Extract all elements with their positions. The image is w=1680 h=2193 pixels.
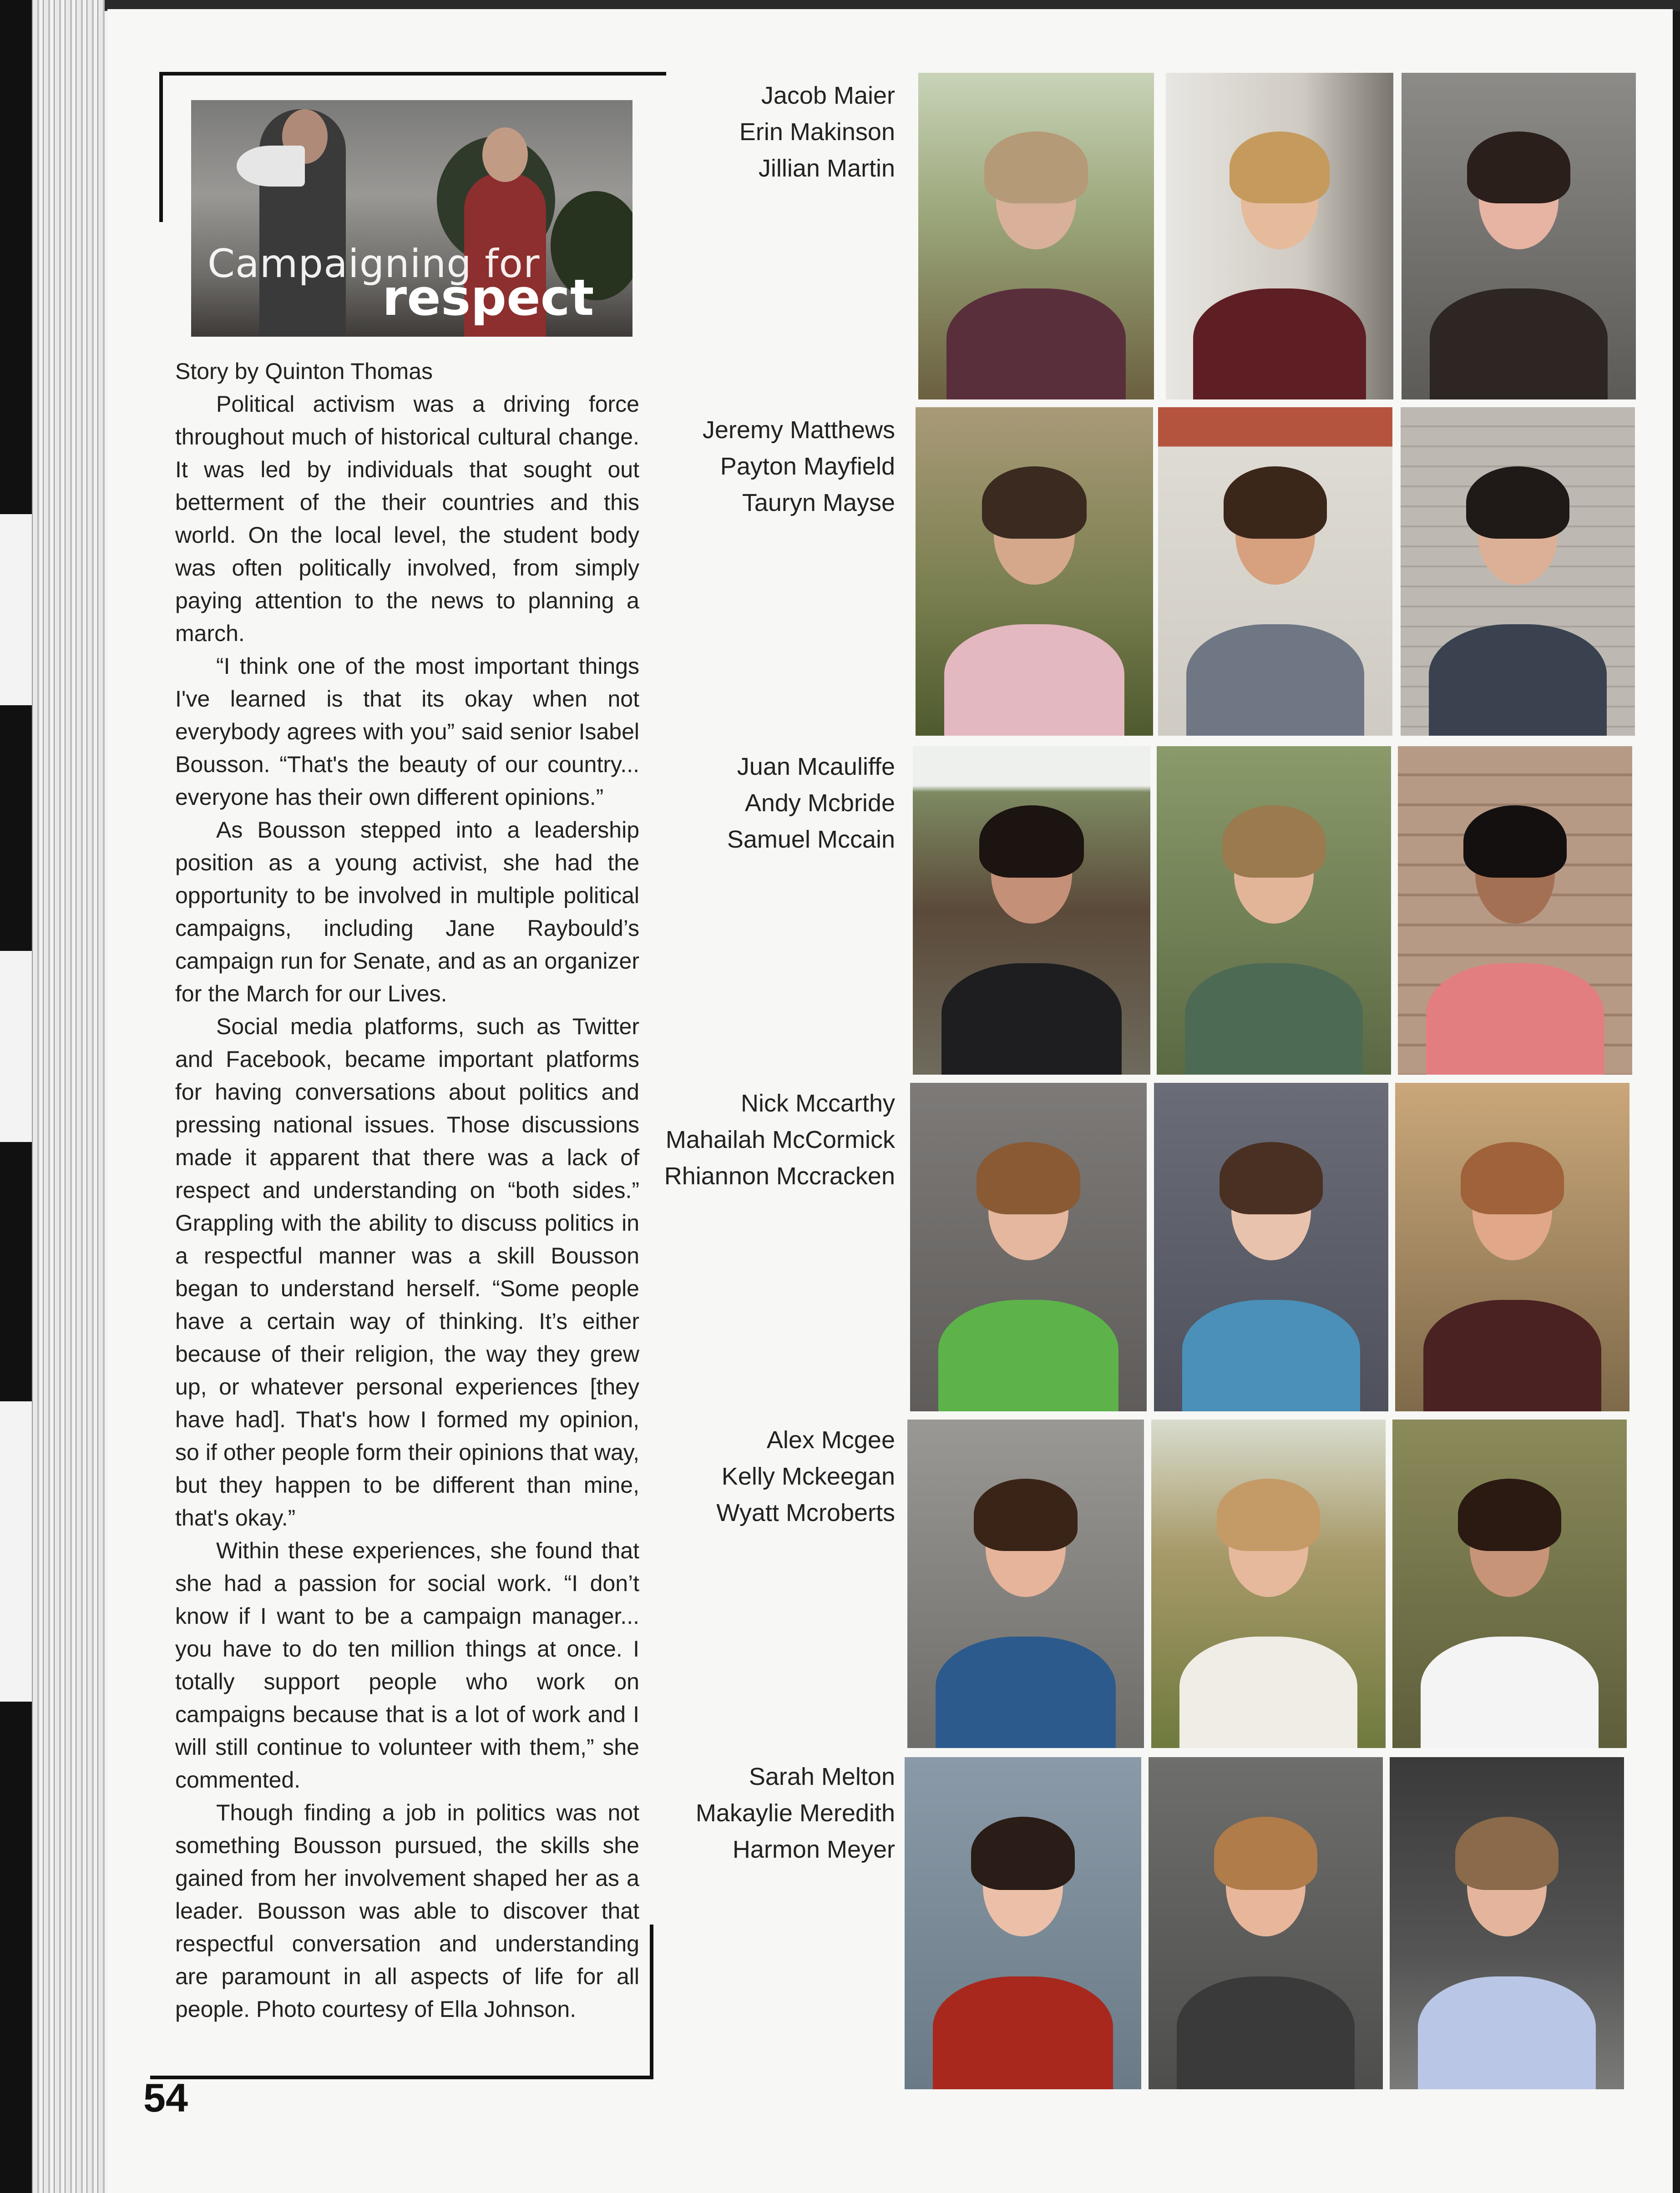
name-group <box>696 1758 895 1868</box>
student-name: Jillian Martin <box>758 155 895 182</box>
portrait-photo <box>905 1757 1141 2089</box>
portrait-photo <box>1401 407 1635 736</box>
name-group <box>727 748 895 858</box>
student-name: Mahailah McCormick <box>665 1126 895 1153</box>
name-group <box>716 1422 895 1531</box>
student-name: Alex Mcgee <box>766 1426 895 1454</box>
student-name: Juan Mcauliffe <box>737 753 895 780</box>
frame-line-left <box>159 72 163 222</box>
hero-photo <box>191 100 633 337</box>
binding-stripes <box>0 0 32 2193</box>
name-group <box>739 77 895 187</box>
story-paragraph: Social media platforms, such as Twitter and Facebook, became important platforms for having conversations about politics and pressing national issues. Those discussions made it apparent that there was a lack of respect and understanding on “both sides.” Grappling with the ability to discuss politics in a respectful manner was a skill Bousson began to understand herself. “Some people have a certain way of thinking. It’s either because of their religion, the way they grew up, or whatever personal experiences [they have had]. That's how I formed my opinion, so if other people form their opinions that way, but they happen to be different than mine, that's okay.” <box>175 1014 639 1531</box>
story-paragraph: “I think one of the most important things I've learned is that its okay when not everybody agrees with you” said senior Isabel Bousson. “That's the beauty of our country... everyone has their own different opinions.” <box>175 653 639 810</box>
student-name: Tauryn Mayse <box>742 489 895 516</box>
story-paragraph: As Bousson stepped into a leadership position as a young activist, she had the opportunity to be involved in multiple political campaigns, including Jane Raybould’s campaign run for Senate, and as an organizer for the March for our Lives. <box>175 817 639 1006</box>
portrait-photo <box>918 73 1154 399</box>
student-name: Nick Mccarthy <box>740 1090 895 1117</box>
frame-line-bottom <box>150 2076 653 2079</box>
megaphone-icon <box>237 146 305 187</box>
student-name: Jacob Maier <box>761 82 895 109</box>
page-number: 54 <box>143 2075 188 2120</box>
portrait-photo <box>907 1420 1144 1748</box>
portrait-photo <box>1149 1757 1383 2089</box>
portrait-photo <box>1154 1083 1388 1411</box>
hero-title-line1: Campaigning for <box>207 241 540 287</box>
portrait-photo <box>1390 1757 1624 2089</box>
portrait-photo <box>910 1083 1147 1411</box>
story-paragraph: Political activism was a driving force throughout much of historical cultural change. It was led by individuals that sought out betterment of the their countries and this world. On the local level, the student body was often politically involved, from simply paying attention to the news to planning a march. <box>175 391 639 646</box>
portrait-photo <box>1166 73 1393 399</box>
portrait-photo <box>1157 746 1391 1075</box>
hero-title-line2: respect <box>382 268 594 327</box>
student-name: Payton Mayfield <box>720 453 895 480</box>
portrait-photo <box>913 746 1150 1075</box>
frame-line-right <box>650 1925 653 2079</box>
portrait-photo <box>1402 73 1636 399</box>
student-name: Erin Makinson <box>739 118 895 146</box>
student-name: Wyatt Mcroberts <box>716 1499 895 1526</box>
student-name: Andy Mcbride <box>744 789 895 817</box>
portrait-photo <box>1392 1420 1627 1748</box>
story-byline: Story by Quinton Thomas <box>175 359 433 384</box>
portrait-photo <box>1395 1083 1629 1411</box>
student-name: Jeremy Matthews <box>702 416 895 444</box>
student-name: Harmon Meyer <box>732 1836 895 1863</box>
student-name: Rhiannon Mccracken <box>664 1162 895 1190</box>
student-name: Samuel Mccain <box>727 826 895 853</box>
story-paragraph: Though finding a job in politics was not something Bousson pursued, the skills she gained from her involvement shaped her as a leader. Bousson was able to discover that respectful conversation and understanding are paramount in all aspects of life for all people. Photo courtesy of Ella Johnson. <box>175 1800 639 2022</box>
portrait-photo <box>1398 746 1632 1075</box>
portrait-photo <box>916 407 1153 736</box>
student-name: Kelly Mckeegan <box>721 1463 895 1490</box>
story-column <box>175 355 639 2026</box>
name-group <box>703 412 895 521</box>
story-paragraph: Within these experiences, she found that she had a passion for social work. “I don’t know if I want to be a campaign manager... you have to do ten million things at once. I totally support people who work on campaigns because that is a lot of work and I will still continue to volunteer with them,” she commented. <box>175 1538 639 1793</box>
student-name: Sarah Melton <box>749 1763 895 1790</box>
student-name: Makaylie Meredith <box>695 1799 895 1827</box>
portrait-photo <box>1151 1420 1386 1748</box>
name-group <box>664 1085 895 1194</box>
portrait-photo <box>1158 407 1392 736</box>
frame-line-top <box>159 72 666 76</box>
